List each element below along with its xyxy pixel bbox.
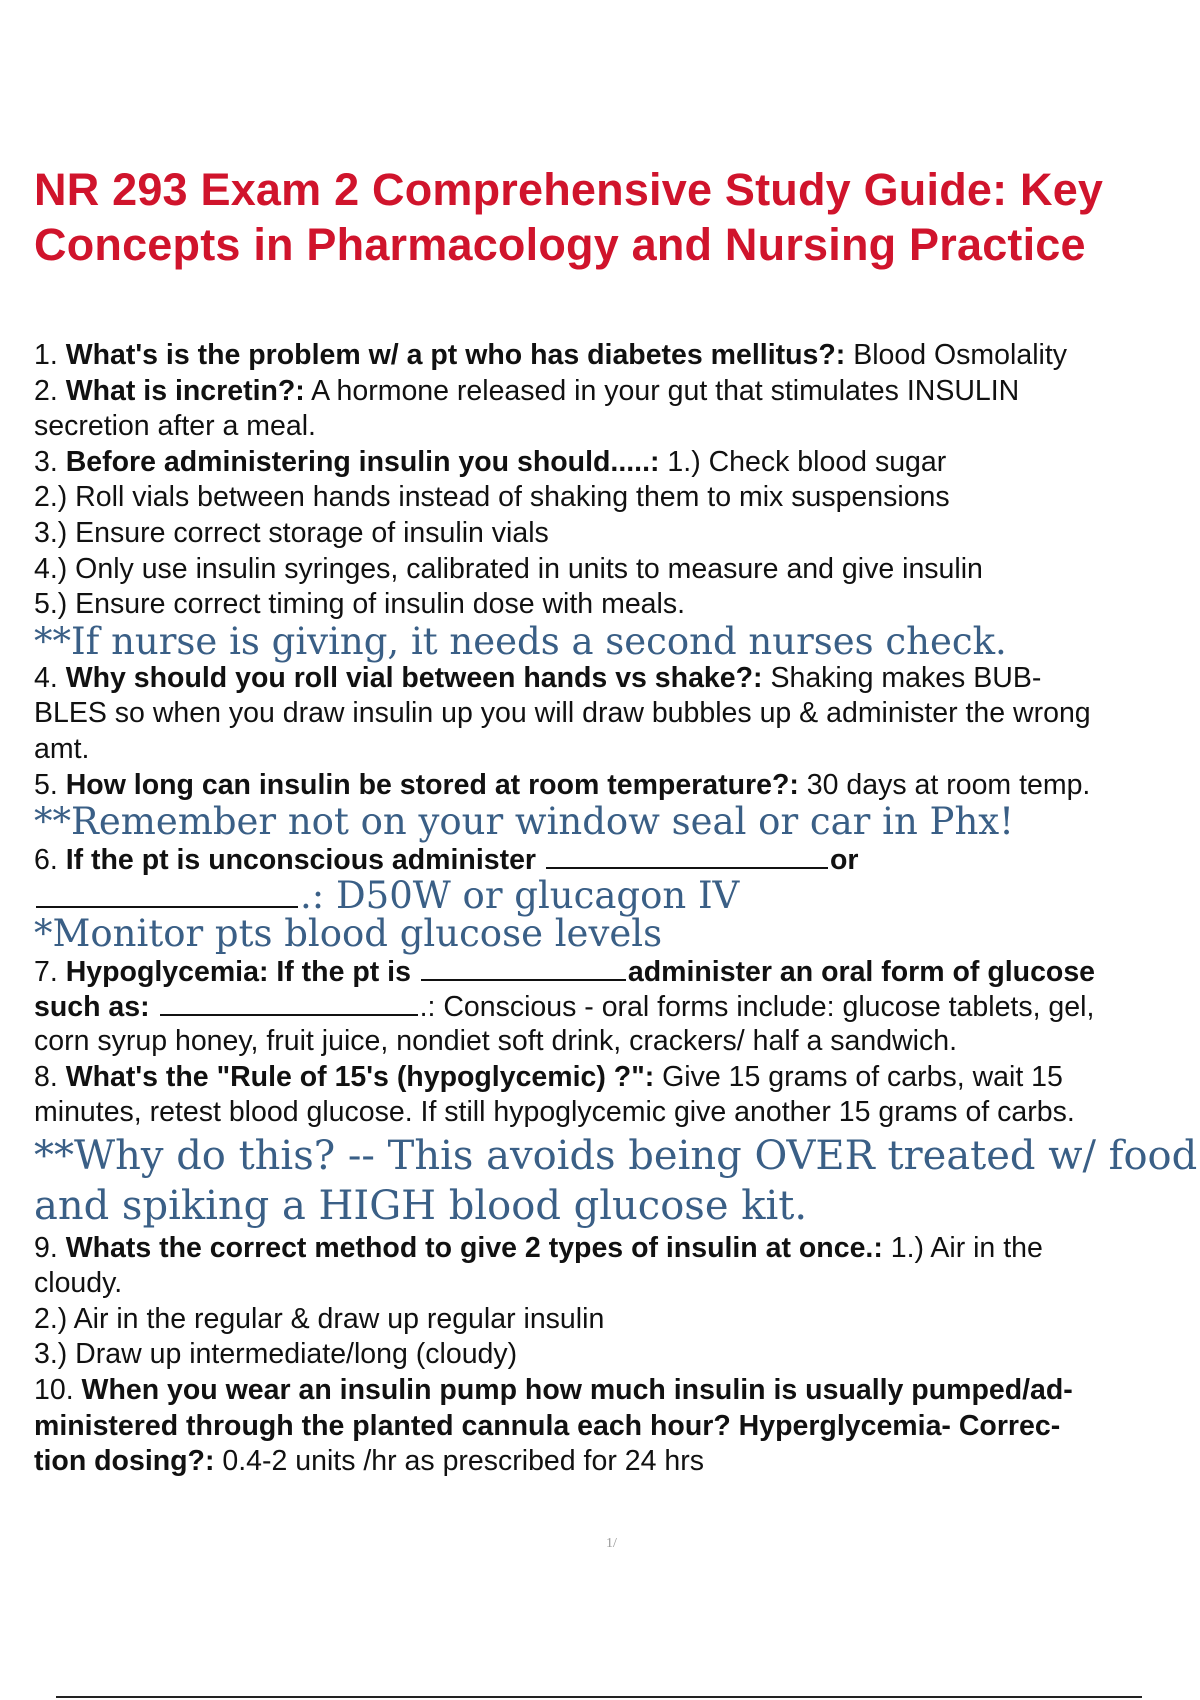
question-text: How long can insulin be stored at room temperature?: xyxy=(65,768,799,801)
question-text: such as: xyxy=(34,991,150,1024)
question-text: What's the "Rule of 15's (hypoglycemic) ?": xyxy=(65,1060,655,1093)
answer-continuation: cloudy. xyxy=(34,1267,123,1300)
answer-text: 30 days at room temp. xyxy=(806,768,1091,801)
handwritten-note: and spiking a HIGH blood glucose kit. xyxy=(34,1182,808,1229)
answer-text: Blood Osmolality xyxy=(853,339,1068,371)
handwritten-note: **If nurse is giving, it needs a second nurses check. xyxy=(34,619,1007,663)
answer-step: 2.) Air in the regular & draw up regular insulin xyxy=(34,1302,605,1335)
question-10: 10. When you wear an insulin pump how much insulin is usually pumped/ad- xyxy=(34,1374,1073,1407)
answer-line xyxy=(34,873,1200,917)
question-text: or xyxy=(829,844,859,877)
handwritten-note: **Remember not on your window seal or car in Phx! xyxy=(34,800,1015,844)
answer-continuation: secretion after a meal. xyxy=(34,410,316,443)
question-text: If the pt is unconscious administer xyxy=(65,844,537,877)
question-10-continuation xyxy=(34,1409,1200,1445)
question-text: Hypoglycemia: If the pt is xyxy=(65,955,411,988)
question-text: ministered through the planted cannula each hour? Hyperglycemia- Correc- xyxy=(34,1409,1061,1442)
question-1: 1. What's is the problem w/ a pt who has diabetes mellitus?: Blood Osmolality xyxy=(34,339,1068,371)
question-9: 9. Whats the correct method to give 2 types of insulin at once.: 1.) Air in the xyxy=(34,1231,1043,1264)
answer-continuation: BLES so when you draw insulin up you will draw bubbles up & administer the wrong xyxy=(34,697,1091,730)
question-text: Why should you roll vial between hands vs shake?: xyxy=(65,661,763,694)
answer-text: 1.) Check blood sugar xyxy=(667,445,947,478)
question-text: administer an oral form of glucose xyxy=(627,955,1096,988)
answer-text: 1.) Air in the xyxy=(890,1231,1043,1264)
answer-continuation: corn syrup honey, fruit juice, nondiet soft drink, crackers/ half a sandwich. xyxy=(34,1024,957,1057)
handwritten-note: *Monitor pts blood glucose levels xyxy=(34,911,663,955)
question-4: 4. Why should you roll vial between hands vs shake?: Shaking makes BUB- xyxy=(34,661,1042,694)
fill-in-blank xyxy=(160,988,418,1016)
answer-step: 5.) Ensure correct timing of insulin dose with meals. xyxy=(34,588,686,621)
answer-step: 4.) Only use insulin syringes, calibrated in units to measure and give insulin xyxy=(34,552,983,585)
question-6: 6. If the pt is unconscious administer or xyxy=(34,841,1200,877)
handwritten-note: **Why do this? -- This avoids being OVER treated w/ food xyxy=(34,1132,1198,1179)
fill-in-blank xyxy=(546,841,828,869)
footer-divider xyxy=(56,1696,1142,1698)
question-7-continuation xyxy=(34,988,1200,1024)
answer-step: 2.) Roll vials between hands instead of shaking them to mix suspensions xyxy=(34,481,950,514)
handwritten-answer: D50W or glucagon IV xyxy=(336,873,740,917)
answer-text: .: Conscious - oral forms include: glucose tablets, gel, xyxy=(419,991,1095,1024)
answer-step: 3.) Ensure correct storage of insulin vials xyxy=(34,516,549,549)
document-title: NR 293 Exam 2 Comprehensive Study Guide: Key Concepts in Pharmacology and Nursing Practice xyxy=(34,164,1104,270)
question-text: tion dosing?: xyxy=(34,1445,215,1478)
question-text: What's is the problem w/ a pt who has diabetes mellitus?: xyxy=(65,339,846,371)
question-2: 2. What is incretin?: A hormone released in your gut that stimulates INSULIN xyxy=(34,374,1020,407)
question-7: 7. Hypoglycemia: If the pt is administer an oral form of glucose xyxy=(34,953,1200,989)
study-guide-content xyxy=(34,338,1200,1480)
answer-text: A hormone released in your gut that stimulates INSULIN xyxy=(311,374,1020,407)
answer-text: Give 15 grams of carbs, wait 15 xyxy=(662,1060,1063,1093)
answer-text: 0.4-2 units /hr as prescribed for 24 hrs xyxy=(222,1445,704,1478)
question-text: Before administering insulin you should.....: xyxy=(65,445,660,478)
question-8: 8. What's the "Rule of 15's (hypoglycemic) ?": Give 15 grams of carbs, wait 15 xyxy=(34,1060,1063,1093)
question-text: Whats the correct method to give 2 types of insulin at once.: xyxy=(65,1231,883,1264)
answer-step: 3.) Draw up intermediate/long (cloudy) xyxy=(34,1338,518,1371)
fill-in-blank xyxy=(36,884,298,908)
answer-separator: .: xyxy=(300,873,325,917)
question-5: 5. How long can insulin be stored at room temperature?: 30 days at room temp. xyxy=(34,768,1091,801)
page-number: 1/ xyxy=(606,1536,617,1551)
question-3: 3. Before administering insulin you should.....: 1.) Check blood sugar xyxy=(34,445,947,478)
question-text: When you wear an insulin pump how much insulin is usually pumped/ad- xyxy=(81,1374,1073,1407)
answer-text: Shaking makes BUB- xyxy=(770,661,1042,694)
question-text: What is incretin?: xyxy=(65,374,305,407)
answer-continuation: amt. xyxy=(34,732,90,765)
question-10-continuation xyxy=(34,1444,1200,1480)
answer-continuation: minutes, retest blood glucose. If still hypoglycemic give another 15 grams of carbs. xyxy=(34,1096,1075,1129)
fill-in-blank xyxy=(421,953,626,981)
